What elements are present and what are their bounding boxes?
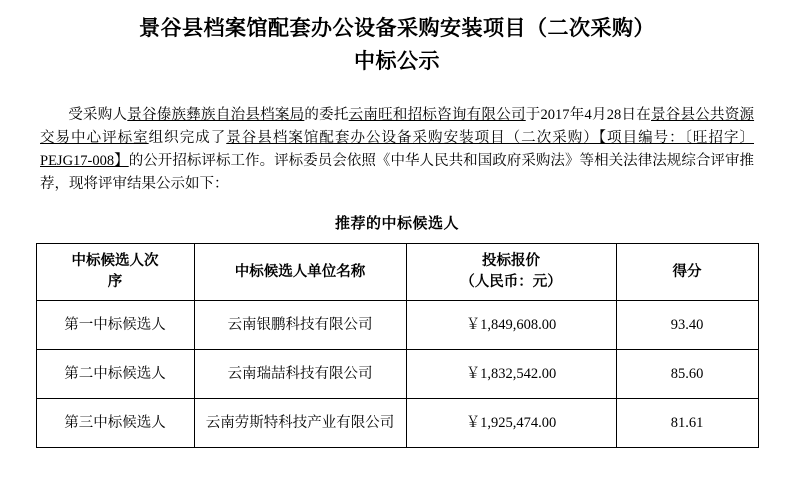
evaluation-place: 景谷县公共资源交易中心评标室 [40, 107, 755, 146]
cell-price: ￥1,925,474.00 [406, 399, 616, 448]
column-header-rank: 中标候选人次 序 [36, 244, 194, 301]
text-segment-1: 受采购人 [68, 107, 128, 123]
project-name-and-number: 景谷县档案馆配套办公设备采购安装项目（二次采购）【项目编号：〔旺招字〕PEJG17-008】 [40, 130, 755, 169]
text-segment-3: 于2017年4月28日在 [525, 107, 652, 123]
column-header-score: 得分 [616, 244, 758, 301]
cell-company: 云南劳斯特科技产业有限公司 [194, 399, 406, 448]
cell-score: 85.60 [616, 350, 758, 399]
page-title [34, 0, 760, 78]
table-header-row [36, 244, 758, 301]
announcement-paragraph [34, 104, 760, 196]
text-segment-4: 组织完成了 [148, 130, 227, 146]
cell-rank: 第二中标候选人 [36, 350, 194, 399]
cell-score: 81.61 [616, 399, 758, 448]
cell-price: ￥1,849,608.00 [406, 301, 616, 350]
cell-score: 93.40 [616, 301, 758, 350]
agency-name: 云南旺和招标咨询有限公司 [348, 107, 526, 123]
cell-company: 云南瑞喆科技有限公司 [194, 350, 406, 399]
page-title-line-1: 景谷县档案馆配套办公设备采购安装项目（二次采购） [139, 16, 655, 40]
cell-rank: 第三中标候选人 [36, 399, 194, 448]
text-segment-5: 的公开招标评标工作。评标委员会依照《中华人民共和国政府采购法》等相关法律法规综合评审推荐，现将评审结果公示如下： [40, 153, 754, 192]
cell-price: ￥1,832,542.00 [406, 350, 616, 399]
page-title-line-2: 中标公示 [354, 49, 440, 73]
purchaser-name: 景谷傣族彝族自治县档案局 [127, 107, 305, 123]
cell-rank: 第一中标候选人 [36, 301, 194, 350]
table-row [36, 399, 758, 448]
column-header-company: 中标候选人单位名称 [194, 244, 406, 301]
text-segment-2: 的委托 [304, 107, 349, 123]
table-row [36, 301, 758, 350]
column-header-price: 投标报价 （人民币：元） [406, 244, 616, 301]
section-subtitle: 推荐的中标候选人 [334, 216, 459, 232]
table-row [36, 350, 758, 399]
bid-candidates-table [36, 243, 759, 448]
cell-company: 云南银鹏科技有限公司 [194, 301, 406, 350]
